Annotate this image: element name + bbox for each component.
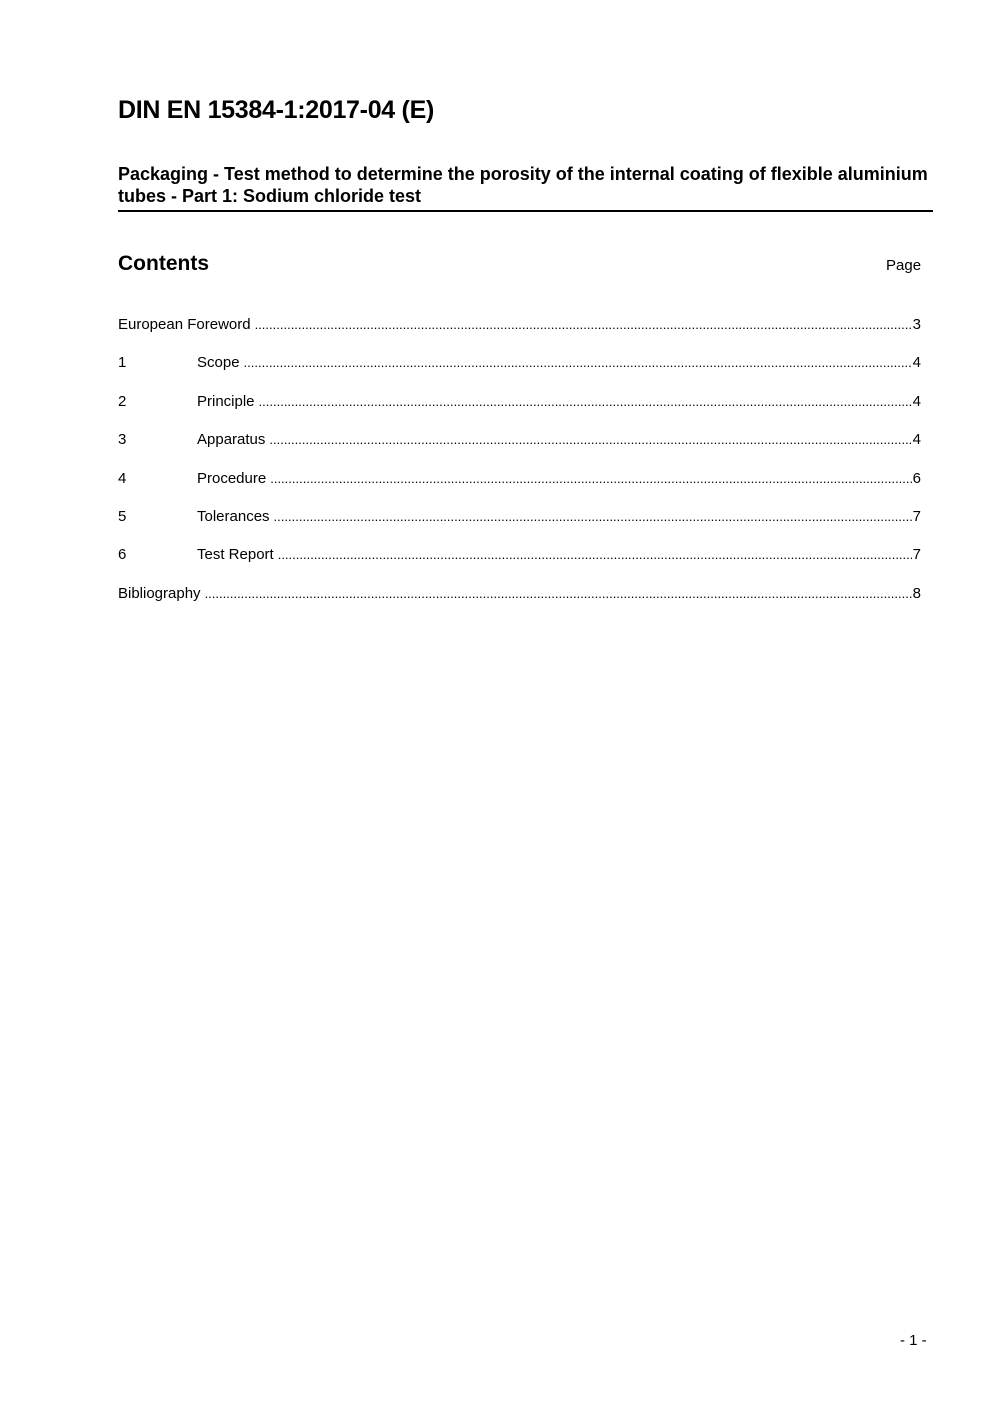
toc-entry-page: 3 xyxy=(912,316,921,333)
toc-entry-number: 3 xyxy=(118,431,127,449)
toc-entry-page: 6 xyxy=(912,469,921,487)
toc-entry-label: Tolerances xyxy=(197,507,270,525)
toc-entry-number: 1 xyxy=(118,354,127,372)
toc-entry-label: European Foreword xyxy=(118,316,251,333)
toc-entry-number: 5 xyxy=(118,507,127,525)
table-of-contents xyxy=(118,315,921,622)
footer-page-number: - 1 - xyxy=(900,1332,927,1349)
toc-entry-page: 8 xyxy=(912,584,921,602)
toc-dot-leader xyxy=(274,507,912,527)
toc-entry-label: Principle xyxy=(197,392,255,410)
document-title: Packaging - Test method to determine the porosity of the internal coating of flexible aluminium tubes - Part 1: Sodium chloride test xyxy=(118,163,933,212)
toc-entry-number: 4 xyxy=(118,469,127,487)
document-id: DIN EN 15384-1:2017-04 (E) xyxy=(118,96,434,124)
contents-heading: Contents xyxy=(118,252,209,275)
toc-entry-label: Apparatus xyxy=(197,431,266,449)
toc-entry-label: Bibliography xyxy=(118,584,201,602)
toc-entry-scope[interactable] xyxy=(118,353,921,391)
toc-entry-number: 6 xyxy=(118,546,127,564)
toc-entry-apparatus[interactable] xyxy=(118,430,921,468)
toc-entry-bibliography[interactable] xyxy=(118,584,921,622)
toc-entry-label: Test Report xyxy=(197,546,274,564)
toc-entry-label: Scope xyxy=(197,354,240,372)
toc-entry-foreword[interactable] xyxy=(118,315,921,353)
toc-entry-test-report[interactable] xyxy=(118,545,921,583)
toc-entry-page: 7 xyxy=(912,507,921,525)
toc-entry-tolerances[interactable] xyxy=(118,507,921,545)
toc-entry-page: 7 xyxy=(912,546,921,564)
page-column-label: Page xyxy=(886,257,922,274)
toc-entry-principle[interactable] xyxy=(118,392,921,430)
toc-entry-page: 4 xyxy=(912,354,921,372)
toc-entry-procedure[interactable] xyxy=(118,469,921,507)
toc-entry-label: Procedure xyxy=(197,469,267,487)
toc-dot-leader xyxy=(269,430,911,450)
toc-dot-leader xyxy=(255,315,912,335)
toc-dot-leader xyxy=(244,353,912,373)
toc-dot-leader xyxy=(205,584,912,604)
toc-dot-leader xyxy=(259,392,912,412)
toc-entry-number: 2 xyxy=(118,392,127,410)
toc-dot-leader xyxy=(278,545,912,565)
toc-dot-leader xyxy=(270,469,911,489)
toc-entry-page: 4 xyxy=(912,392,921,410)
toc-entry-page: 4 xyxy=(912,431,921,449)
